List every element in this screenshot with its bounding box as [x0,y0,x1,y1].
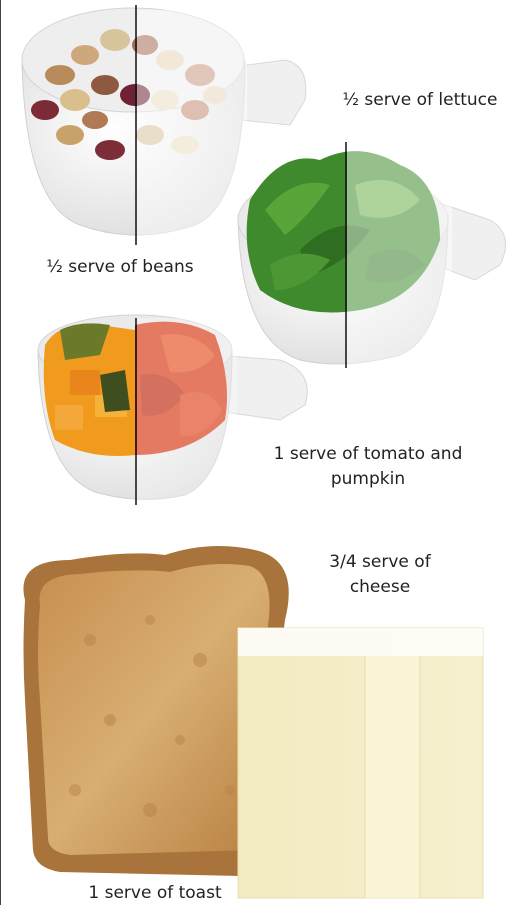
beans-label: ½ serve of beans [46,257,194,277]
lettuce-label: ½ serve of lettuce [342,90,498,110]
tomato-pumpkin-label-line2: pumpkin [330,469,406,489]
tomato-pumpkin-label-line1: 1 serve of tomato and [273,444,463,464]
cheese-slices [238,628,483,898]
lettuce-cup [238,140,506,370]
pumpkin-fill [44,323,135,456]
toast-label: 1 serve of toast [88,883,222,903]
cheese-label-line1: 3/4 serve of [329,552,431,572]
cheese-label-line2: cheese [349,577,411,597]
